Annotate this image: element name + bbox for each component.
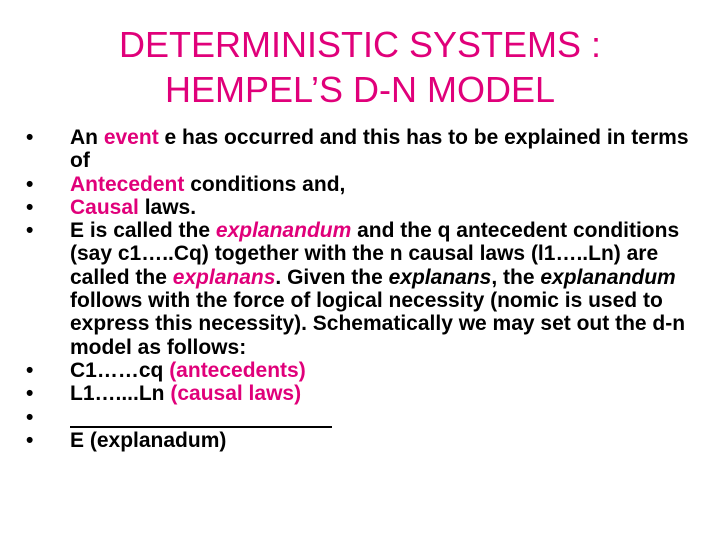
bullet-icon: • (26, 219, 34, 243)
text-run: laws. (138, 195, 197, 219)
text-run: e has occurred and this has to be explained in terms of (70, 126, 689, 173)
text-run: C1……cq (70, 358, 170, 382)
text-run: An (70, 126, 104, 149)
bullet-icon: • (26, 172, 34, 196)
highlight-event: event (103, 126, 159, 149)
title-line-1: DETERMINISTIC SYSTEMS : (118, 24, 602, 65)
highlight-causal: Causal (70, 195, 139, 219)
bullet-item-event (26, 126, 696, 173)
text-run: E is called the (70, 219, 216, 243)
bullet-icon: • (26, 358, 34, 382)
text-run: , the (491, 265, 541, 289)
bullet-list (26, 126, 696, 452)
title-line-2: HEMPEL’S D-N MODEL (164, 69, 556, 110)
italic-explanans: explanans (388, 265, 492, 289)
highlight-explanandum: explanandum (215, 219, 352, 243)
bullet-item-causal-laws (26, 382, 696, 405)
text-run: L1…....Ln (70, 382, 171, 406)
bullet-icon: • (26, 382, 34, 406)
bullet-item-antecedents (26, 359, 696, 382)
highlight-antecedent: Antecedent (70, 172, 185, 196)
bullet-icon: • (26, 405, 34, 429)
text-run: and the q antecedent conditions (say c1…..Cq) together with the n causal laws (l1…..Ln) are called the (70, 219, 680, 289)
bullet-item-antecedent (26, 173, 696, 196)
italic-explanandum: explanandum (540, 265, 676, 289)
text-run: E (explanadum) (70, 428, 227, 452)
highlight-antecedents: (antecedents) (169, 358, 306, 382)
bullet-icon: • (26, 126, 34, 149)
slide-title (0, 22, 720, 112)
bullet-icon: • (26, 195, 34, 219)
bullet-item-causal (26, 196, 696, 219)
highlight-explanans: explanans (172, 265, 276, 289)
text-run: follows with the force of logical necessity (nomic is used to express this necessity). Schematically we may set out the d-n model as follows: (70, 289, 686, 359)
bullet-item-rule (26, 406, 696, 429)
bullet-icon: • (26, 428, 34, 452)
text-run: . Given the (275, 265, 389, 289)
bullet-item-explanandum (26, 219, 696, 359)
highlight-causal-laws: (causal laws) (170, 382, 302, 406)
text-run: conditions and, (184, 172, 346, 196)
bullet-item-explanadum (26, 429, 696, 452)
horizontal-rule (70, 406, 332, 428)
